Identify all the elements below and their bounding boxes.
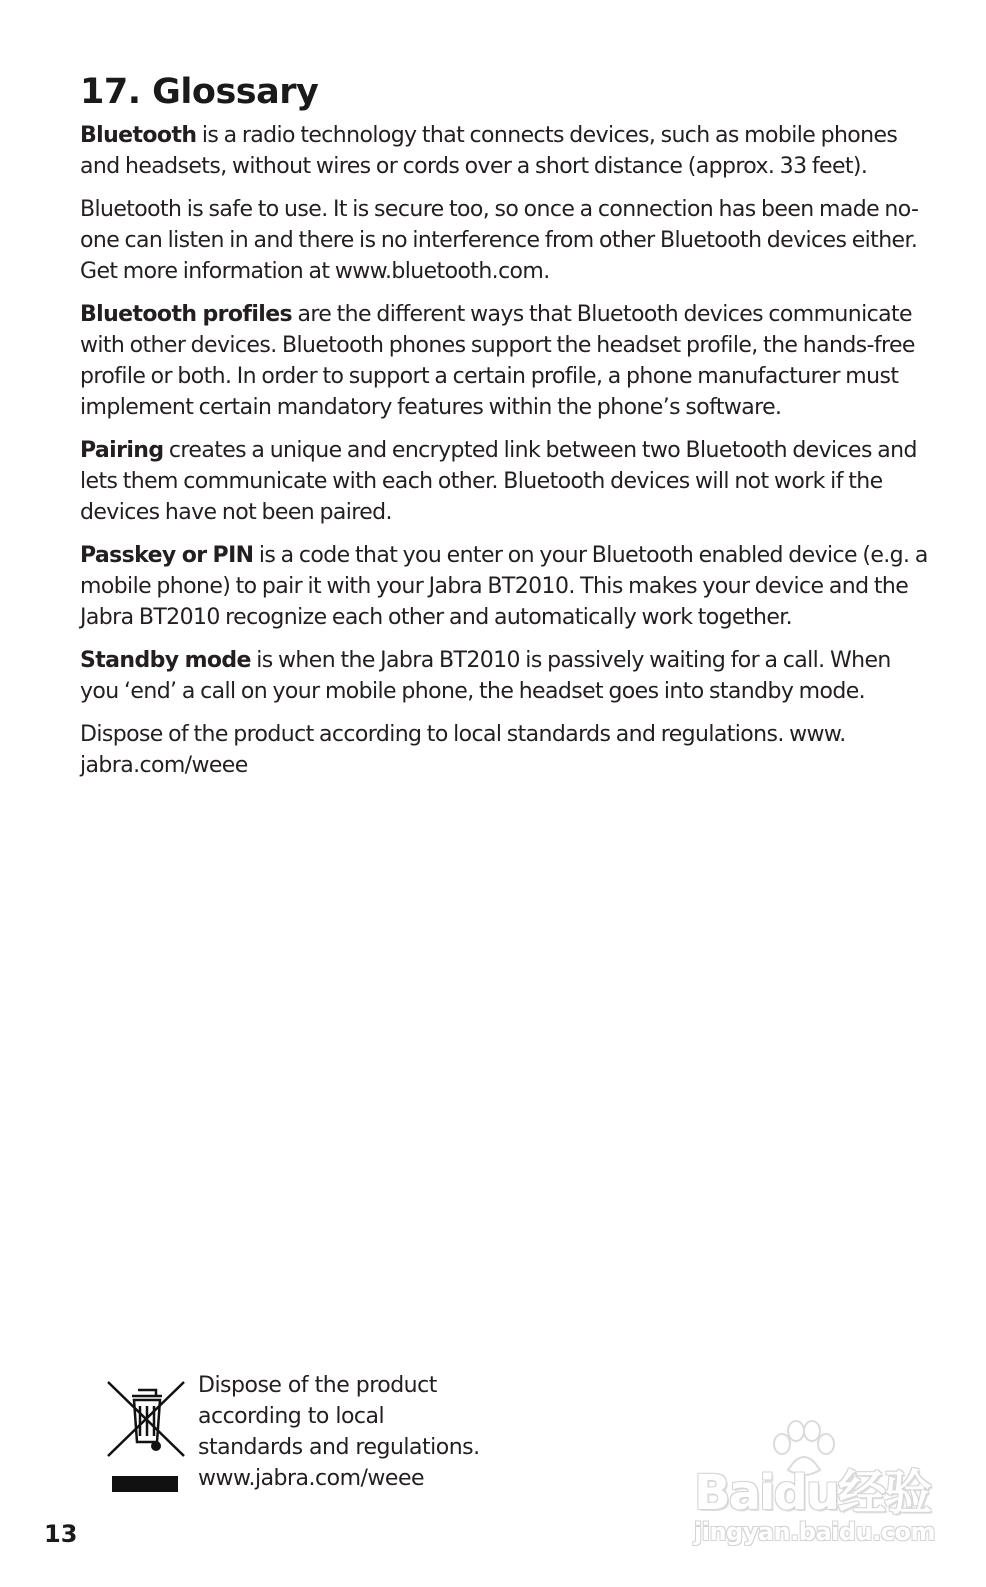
glossary-definition: are the different ways that Bluetooth devices communicate with other devices. Bluetooth phones support the headset profile, the hands-free profile or both. In order to support a certain profile, a phone manufacturer must implement certain mandatory features within the phone’s software. [80,302,915,420]
watermark-url: jingyan.baidu.com [694,1518,935,1546]
glossary-list [80,120,930,793]
glossary-definition: Dispose of the product according to local standards and regulations. www. jabra.com/weee [80,722,846,778]
baidu-watermark [690,1420,935,1555]
glossary-definition: is a radio technology that connects devices, such as mobile phones and headsets, without wires or cords over a short distance (approx. 33 feet). [80,123,898,179]
glossary-entry [80,719,930,781]
glossary-definition: Bluetooth is safe to use. It is secure too, so once a connection has been made no-one can listen in and there is no interference from other Bluetooth devices either. Get more information at www.bluetooth.com. [80,197,919,284]
crossed-out-wheelie-bin-icon [106,1378,188,1460]
weee-underline-bar [112,1476,178,1492]
weee-text: Dispose of the product according to local standards and regulations. www.jabra.com/weee [198,1373,480,1491]
glossary-term: Standby mode [80,648,251,673]
glossary-entry [80,194,930,287]
glossary-entry [80,435,930,528]
glossary-definition: is when the Jabra BT2010 is passively waiting for a call. When you ‘end’ a call on your mobile phone, the headset goes into standby mode. [80,648,891,704]
glossary-entry [80,540,930,633]
watermark-logo: Baidu经验 [694,1465,930,1521]
page-title: 17. Glossary [80,72,319,112]
glossary-term: Bluetooth profiles [80,302,293,327]
glossary-definition: is a code that you enter on your Bluetooth enabled device (e.g. a mobile phone) to pair it with your Jabra BT2010. This makes your device and the Jabra BT2010 recognize each other and automatically work together. [80,543,928,630]
glossary-entry [80,120,930,182]
glossary-definition: creates a unique and encrypted link between two Bluetooth devices and lets them communicate with each other. Bluetooth devices will not work if the devices have not been paired. [80,438,917,525]
glossary-term: Passkey or PIN [80,543,254,568]
glossary-entry [80,645,930,707]
glossary-term: Bluetooth [80,123,197,148]
glossary-term: Pairing [80,438,164,463]
glossary-entry [80,299,930,423]
page-number: 13 [44,1520,78,1548]
